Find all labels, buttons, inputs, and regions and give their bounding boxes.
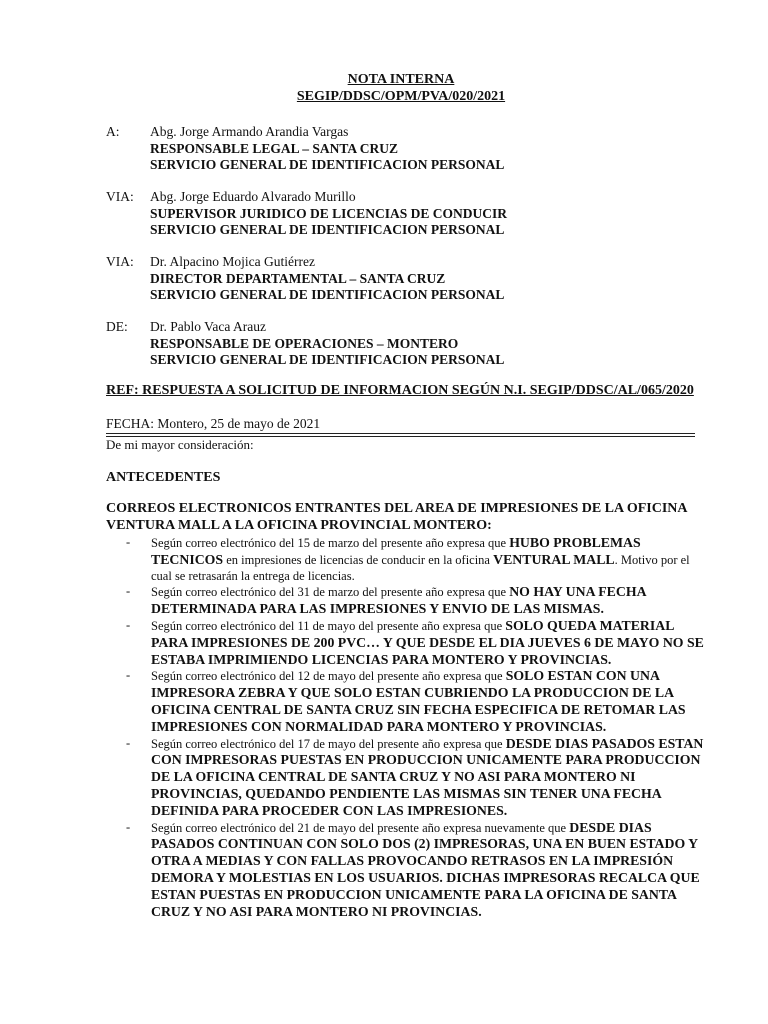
section-heading: ANTECEDENTES	[106, 470, 221, 485]
bullet-dash: -	[126, 668, 131, 683]
recipient-name: Dr. Alpacino Mojica Gutiérrez	[150, 254, 315, 269]
list-item	[126, 535, 706, 584]
item-text: Según correo electrónico del 31 de marzo del presente año expresa que	[151, 585, 510, 600]
item-emphasis: SOLO ESTAN CON UNA IMPRESORA ZEBRA Y QUE SOLO ESTAN CUBRIENDO LA PRODUCCION DE LA OFICINA CENTRAL DE SANTA CRUZ SIN FECHA ESPECIFICA DE RETOMAR LAS IMPRESIONES CON NORMALIDAD PARA MONTERO Y PROVINCIAS.	[151, 668, 686, 734]
recipient-label: A:	[106, 124, 120, 139]
bullet-dash: -	[126, 617, 131, 632]
item-emphasis: DESDE DIAS PASADOS CONTINUAN CON SOLO DOS (2) IMPRESORAS, UNA EN BUEN ESTADO Y OTRA A MEDIAS Y CON FALLAS PROVOCANDO RETRASOS EN LA IMPRESIÓN DEMORA Y MOLESTIAS EN LOS USUARIOS. DICHAS IMPRESORAS RECALCA QUE ESTAN PUESTAS EN PRODUCCION UNICAMENTE PARA LA OFICINA DE SANTA CRUZ Y NO ASI PARA MONTERO NI PROVINCIAS.	[151, 819, 700, 919]
recipient-institution: SERVICIO GENERAL DE IDENTIFICACION PERSONAL	[150, 157, 505, 172]
item-text: . Motivo por el cual se retrasarán la entrega de licencias.	[151, 552, 690, 583]
item-text: Según correo electrónico del 12 de mayo del presente año expresa que	[151, 669, 506, 684]
list-item	[126, 736, 706, 820]
recipient-label: VIA:	[106, 189, 134, 204]
reference-line: REF: RESPUESTA A SOLICITUD DE INFORMACION SEGÚN N.I. SEGIP/DDSC/AL/065/2020	[106, 383, 694, 398]
bullet-dash: -	[126, 535, 131, 549]
item-emphasis: SOLO QUEDA MATERIAL PARA IMPRESIONES DE 200 PVC… Y QUE DESDE EL DIA JUEVES 6 DE MAYO NO SE ESTABA IMPRIMIENDO LICENCIAS PARA MONTERO Y PROVINCIAS.	[151, 617, 704, 667]
document-title: NOTA INTERNA	[347, 72, 455, 87]
item-text: Según correo electrónico del 15 de marzo del presente año expresa que	[151, 536, 510, 550]
bullet-dash: -	[126, 735, 131, 750]
sender-label: DE:	[106, 319, 128, 334]
recipient-institution: SERVICIO GENERAL DE IDENTIFICACION PERSONAL	[150, 222, 505, 237]
bullet-dash: -	[126, 819, 131, 834]
list-item	[126, 584, 706, 618]
document-code: SEGIP/DDSC/OPM/PVA/020/2021	[296, 89, 506, 104]
bullet-dash: -	[126, 584, 131, 599]
recipient-institution: SERVICIO GENERAL DE IDENTIFICACION PERSONAL	[150, 287, 505, 302]
item-text: Según correo electrónico del 11 de mayo del presente año expresa que	[151, 618, 506, 633]
antecedentes-list	[126, 535, 706, 920]
recipient-position: SUPERVISOR JURIDICO DE LICENCIAS DE CONDUCIR	[150, 205, 507, 221]
sender-institution: SERVICIO GENERAL DE IDENTIFICACION PERSONAL	[150, 352, 505, 367]
sender-name: Dr. Pablo Vaca Arauz	[150, 319, 266, 334]
item-emphasis: DESDE DIAS PASADOS ESTAN CON IMPRESORAS PUESTAS EN PRODUCCION UNICAMENTE PARA PRODUCCION DE LA OFICINA CENTRAL DE SANTA CRUZ Y NO ASI PARA MONTERO NI PROVINCIAS, QUEDANDO PENDIENTE LAS MISMAS SIN TENER UNA FECHA DEFINIDA PARA PROCEDER CON LAS IMPRESIONES.	[151, 735, 704, 818]
divider-line	[106, 433, 695, 434]
list-item	[126, 820, 706, 921]
item-text: Según correo electrónico del 17 de mayo del presente año expresa que	[151, 736, 506, 751]
item-emphasis: NO HAY UNA FECHA DETERMINADA PARA LAS IMPRESIONES Y ENVIO DE LAS MISMAS.	[151, 584, 646, 617]
item-text: Según correo electrónico del 21 de mayo del presente año expresa nuevamente que	[151, 820, 570, 835]
section-intro: CORREOS ELECTRONICOS ENTRANTES DEL AREA DE IMPRESIONES DE LA OFICINA VENTURA MALL A LA OFICINA PROVINCIAL MONTERO:	[106, 501, 687, 533]
recipient-label: VIA:	[106, 254, 134, 269]
sender-position: RESPONSABLE DE OPERACIONES – MONTERO	[150, 335, 459, 351]
list-item	[126, 668, 706, 735]
recipient-name: Abg. Jorge Armando Arandia Vargas	[150, 124, 349, 139]
greeting: De mi mayor consideración:	[106, 437, 254, 452]
item-emphasis: VENTURAL MALL	[493, 551, 615, 567]
recipient-position: RESPONSABLE LEGAL – SANTA CRUZ	[150, 140, 399, 156]
item-emphasis: HUBO PROBLEMAS TECNICOS	[151, 535, 641, 567]
recipient-name: Abg. Jorge Eduardo Alvarado Murillo	[150, 189, 356, 204]
recipient-position: DIRECTOR DEPARTAMENTAL – SANTA CRUZ	[150, 270, 446, 286]
item-text: en impresiones de licencias de conducir en la oficina	[223, 552, 494, 567]
list-item	[126, 618, 706, 668]
date-line: FECHA: Montero, 25 de mayo de 2021	[106, 416, 321, 431]
